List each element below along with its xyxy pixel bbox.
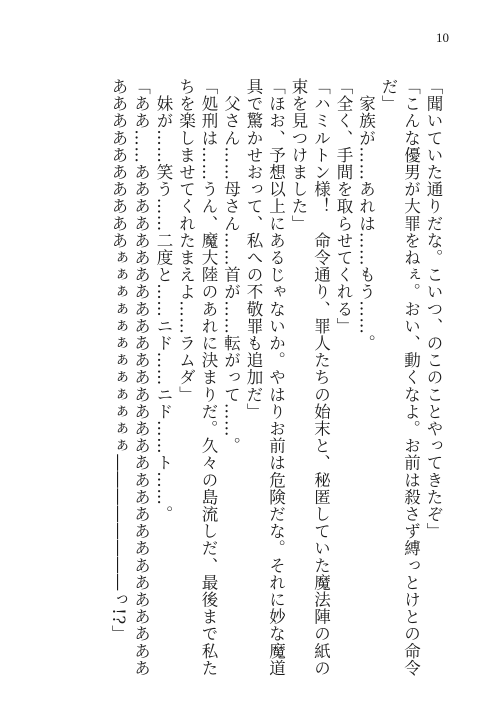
page-number: 10 [436, 30, 449, 45]
paragraph: 父さん……母さん……首が……転がって……。 [221, 78, 241, 455]
paragraph: 家族が……あれは……もう……。 [356, 78, 376, 352]
paragraph: 「こんな優男が大罪をねぇ。おい、動くなよ。お前は殺さず縛っとけとの命令だ」 [379, 78, 421, 677]
paragraph: 「ハミルトン様！ 命令通り、罪人たちの始末と、秘匿していた魔法陣の紙の束を見つけました」 [289, 78, 331, 677]
paragraph: 「ほお、予想以上にあるじゃないか。やはりお前は危険だな。それに妙な魔道具で驚かせおって、私への不敬罪も追加だ」 [244, 78, 286, 677]
paragraph: 「処刑は……うん、魔大陸のあれに決まりだ。久々の島流しだ、最後まで私たちを楽しませてくれたまえよ……ラムダ」 [176, 78, 218, 677]
novel-text-body [107, 78, 445, 678]
paragraph: 「全く、手間を取らせてくれる」 [334, 78, 353, 335]
paragraph: 「ああ……ああああああああああああああああああああああああああああああああああああああああぁぁぁぁぁぁぁぁぁぁぁぁ――――――――っ!?」 [109, 78, 151, 677]
paragraph: 妹が……笑う……二度と……ニド……ニド……ト……。 [154, 78, 173, 523]
paragraph: 「聞いていた通りだな。こいつ、のこのことやってきたぞ」 [424, 78, 443, 540]
